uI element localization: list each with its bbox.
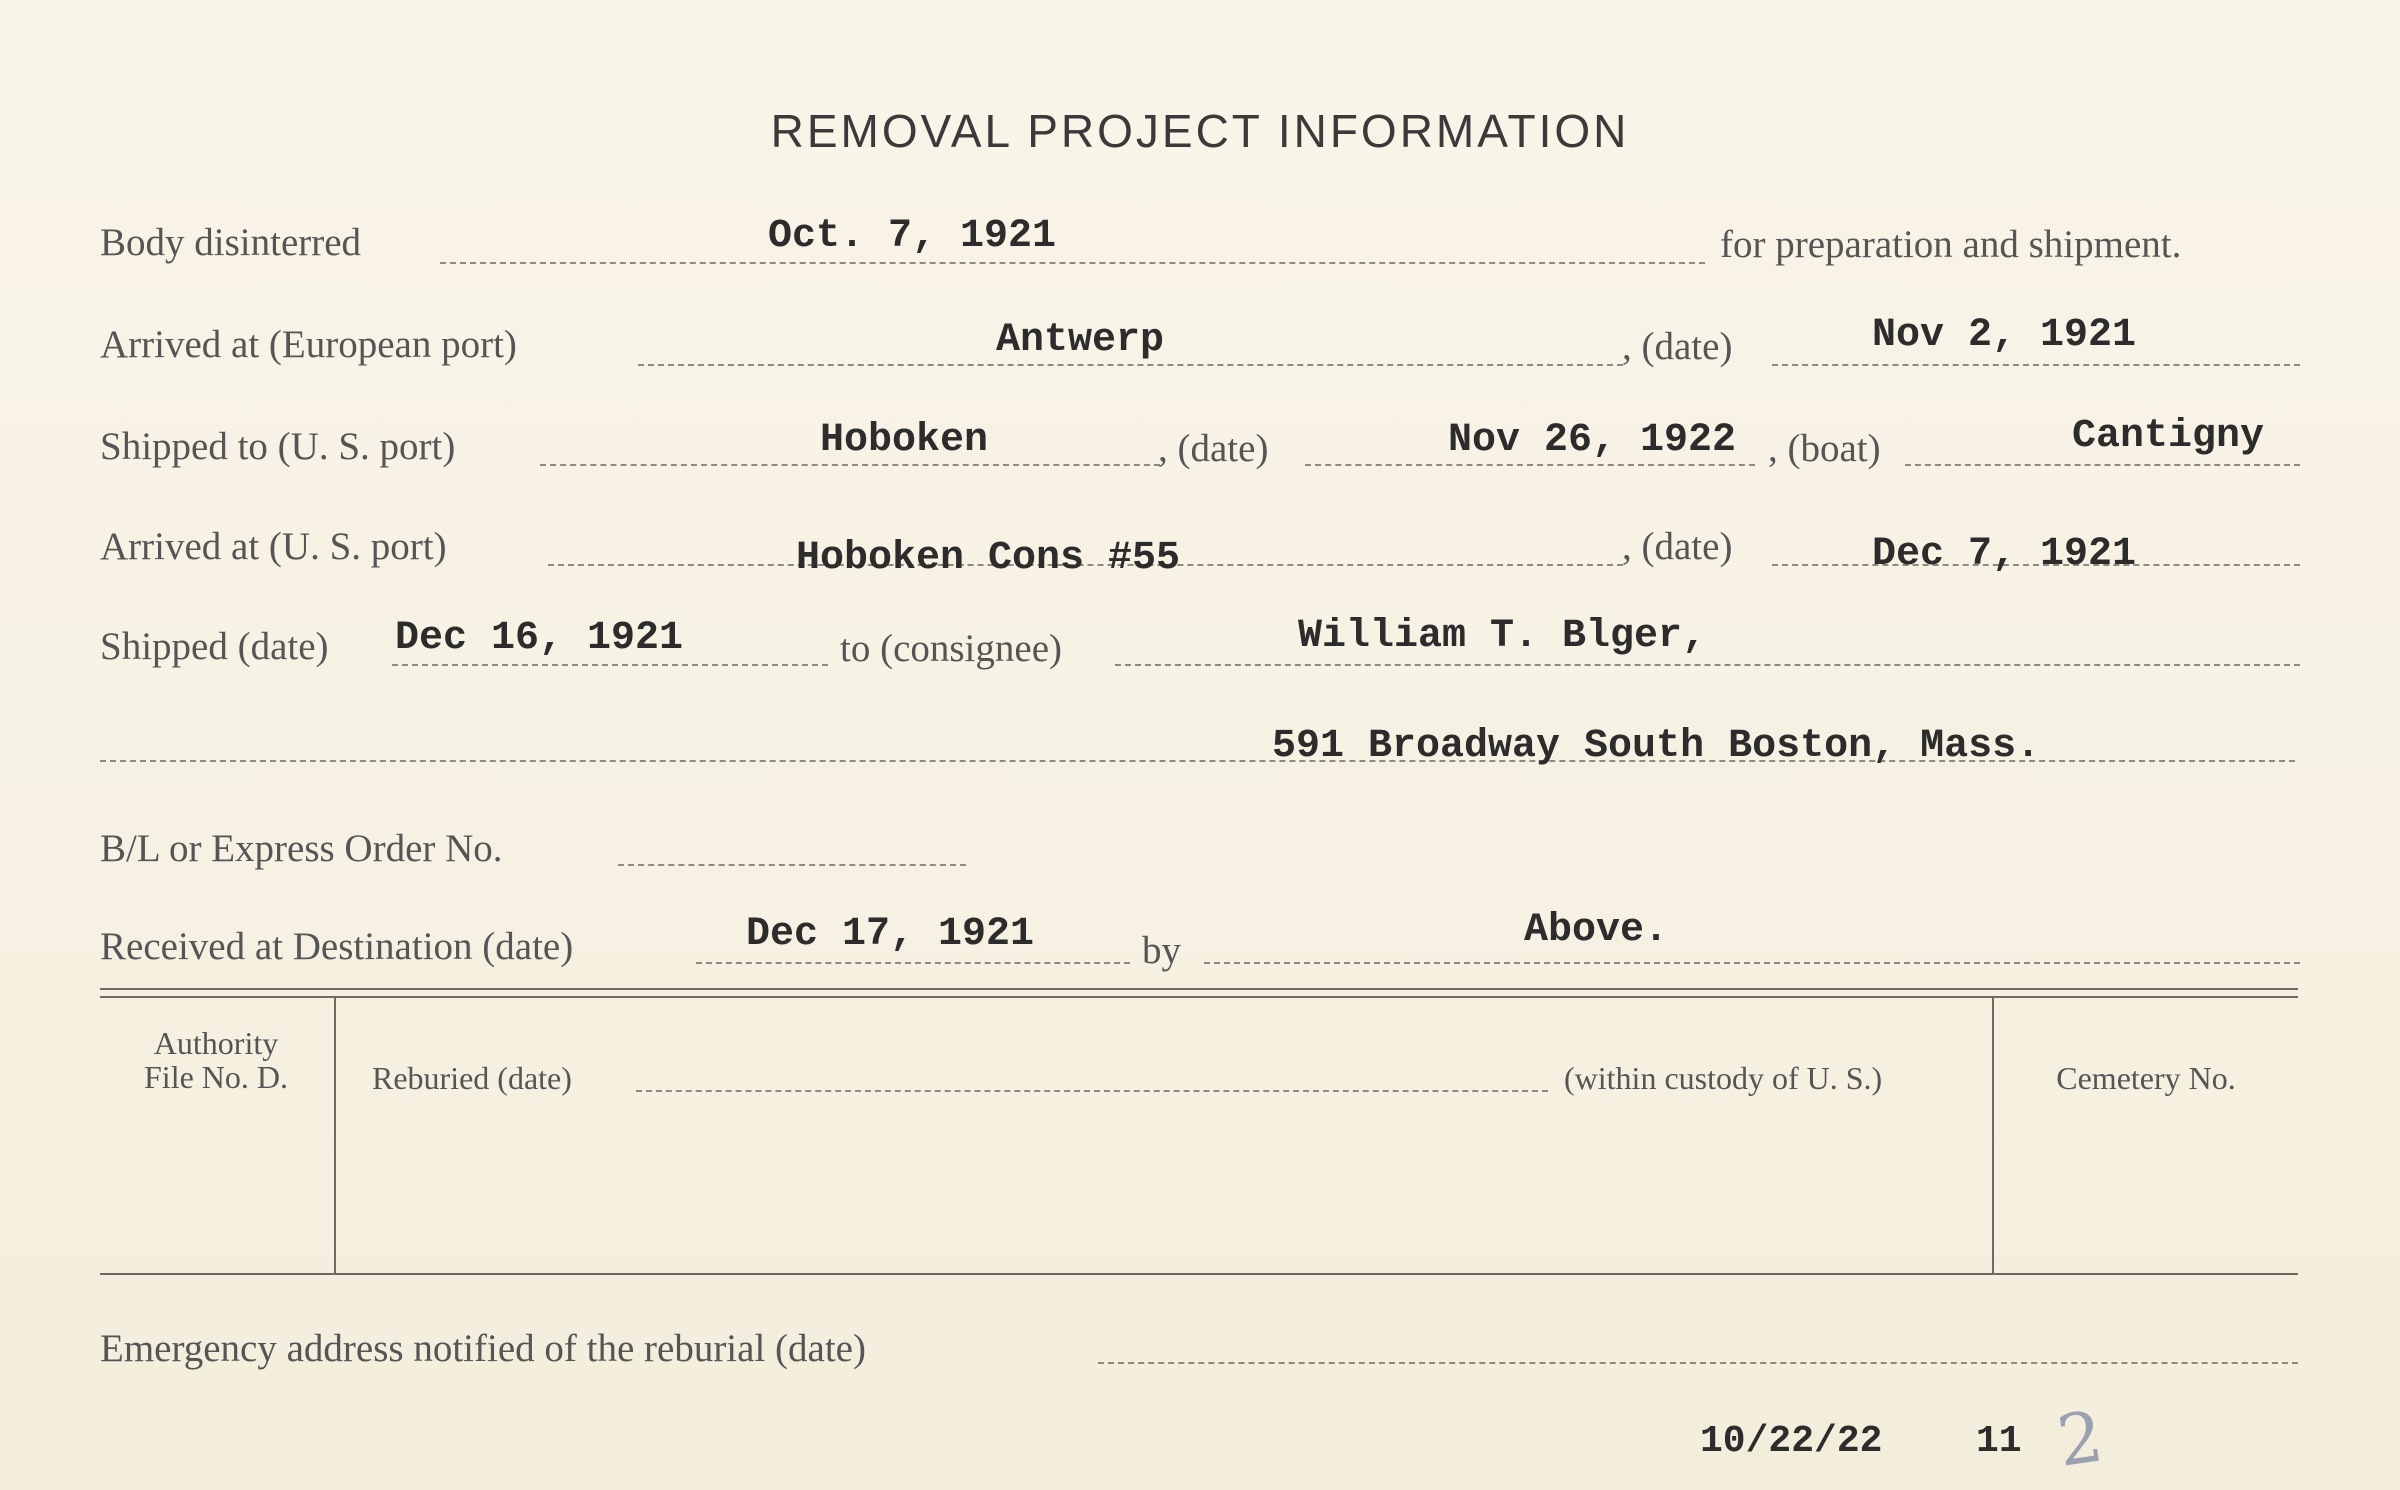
- label-authority: Authority File No. D.: [144, 1025, 288, 1095]
- value-arrived-us-date: Dec 7, 1921: [1872, 532, 2137, 577]
- label-shipped-date: Shipped (date): [100, 625, 329, 668]
- dotted-line: [636, 1090, 1548, 1092]
- label-by: by: [1142, 929, 1181, 972]
- label-arrived-european: Arrived at (European port): [100, 323, 517, 366]
- dotted-line: [1305, 464, 1755, 466]
- dotted-line: [440, 262, 1705, 264]
- label-boat: , (boat): [1768, 427, 1881, 470]
- label-emergency-address: Emergency address notified of the reburial (date): [100, 1327, 866, 1370]
- value-consignee: William T. Blger,: [1298, 614, 1707, 659]
- box-top-rule-inner: [100, 996, 2298, 998]
- box-bottom-rule: [100, 1273, 2298, 1275]
- card-title: REMOVAL PROJECT INFORMATION: [770, 105, 1630, 157]
- dotted-line: [392, 664, 828, 666]
- value-shipped-date: Dec 16, 1921: [395, 616, 684, 661]
- dotted-line: [1098, 1362, 2298, 1364]
- label-date: , (date): [1158, 427, 1269, 470]
- value-stamp-number: 11: [1976, 1420, 2022, 1463]
- value-european-port: Antwerp: [996, 318, 1165, 363]
- value-european-date: Nov 2, 1921: [1872, 313, 2137, 358]
- dotted-line: [618, 864, 966, 866]
- label-cemetery-no: Cemetery No.: [2056, 1060, 2236, 1096]
- value-received-by: Above.: [1524, 908, 1669, 953]
- label-date: , (date): [1622, 525, 1733, 568]
- dotted-line: [1772, 364, 2300, 366]
- label-bl-express-order: B/L or Express Order No.: [100, 827, 503, 870]
- dotted-line: [1204, 962, 2300, 964]
- label-preparation: for preparation and shipment.: [1720, 223, 2182, 266]
- label-arrived-us-port: Arrived at (U. S. port): [100, 525, 447, 568]
- label-received-destination: Received at Destination (date): [100, 925, 574, 968]
- dotted-line: [1905, 464, 2300, 466]
- dotted-line: [696, 962, 1130, 964]
- dotted-line: [1115, 664, 2300, 666]
- value-boat: Cantigny: [2072, 414, 2265, 459]
- value-shipped-us-port: Hoboken: [820, 418, 989, 463]
- value-arrived-us-port: Hoboken Cons #55: [796, 536, 1181, 581]
- box-divider-right: [1992, 998, 1994, 1273]
- label-body-disinterred: Body disinterred: [100, 221, 362, 264]
- box-divider-left: [334, 998, 336, 1273]
- label-within-custody: (within custody of U. S.): [1564, 1060, 1883, 1096]
- value-shipped-date: Nov 26, 1922: [1448, 418, 1737, 463]
- value-body-disinterred: Oct. 7, 1921: [768, 214, 1057, 259]
- label-consignee: to (consignee): [840, 627, 1063, 670]
- value-received-date: Dec 17, 1921: [746, 912, 1035, 957]
- box-top-rule: [100, 988, 2298, 990]
- value-consignee-address: 591 Broadway South Boston, Mass.: [1272, 724, 2041, 769]
- dotted-line: [540, 464, 1160, 466]
- dotted-line: [638, 364, 1623, 366]
- label-date: , (date): [1622, 325, 1733, 368]
- label-reburied-date: Reburied (date): [372, 1060, 572, 1096]
- pencil-mark: 2: [2052, 1395, 2109, 1483]
- label-shipped-us-port: Shipped to (U. S. port): [100, 425, 456, 468]
- value-stamp-date: 10/22/22: [1700, 1420, 1883, 1463]
